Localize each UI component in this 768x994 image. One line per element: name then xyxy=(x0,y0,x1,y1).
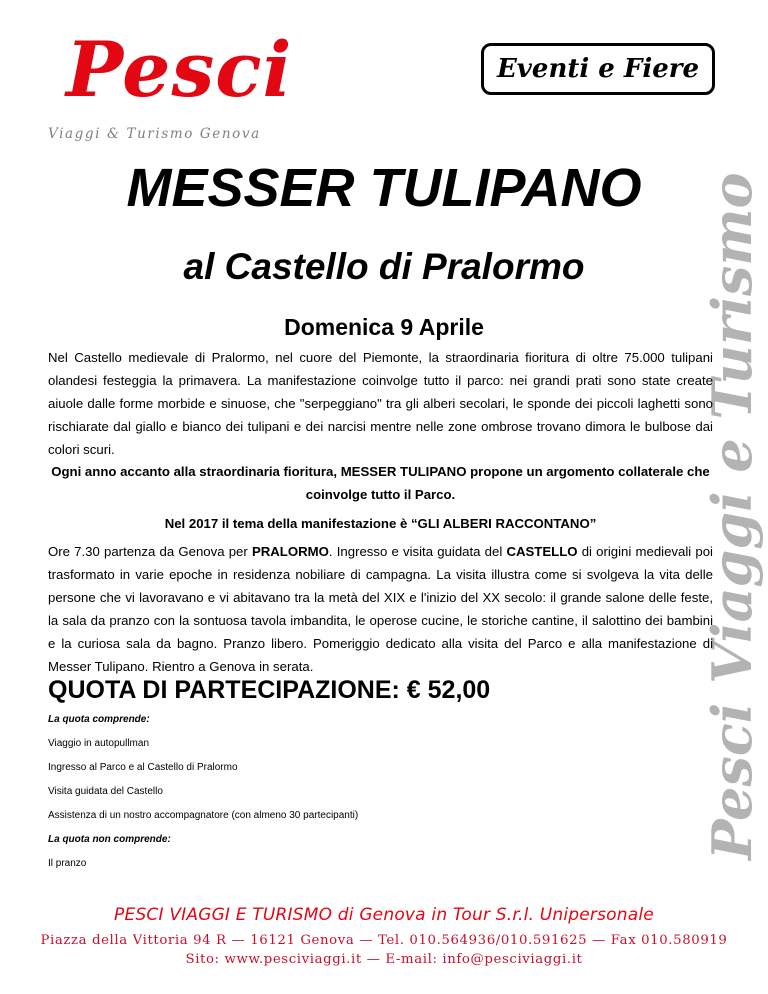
excludes-label: La quota non comprende: xyxy=(48,834,171,845)
theme-line: Nel 2017 il tema della manifestazione è “GLI ALBERI RACCONTANO” xyxy=(164,516,597,531)
event-title: MESSER TULIPANO xyxy=(126,158,642,218)
list-item: Assistenza di un nostro accompagnatore (con almeno 30 partecipanti) xyxy=(48,810,359,821)
footer-company-name: PESCI VIAGGI E TURISMO di Genova in Tour S.r.l. Unipersonale xyxy=(114,905,654,925)
category-badge: Eventi e Fiere xyxy=(481,43,715,95)
company-logo xyxy=(48,25,293,158)
intro-paragraph: Nel Castello medievale di Pralormo, nel cuore del Piemonte, la straordinaria fioritura di oltre 75.000 tulipani olandesi festeggia la primavera. La manifestazione coinvolge tutto il parco: nei grandi prati sono state create aiuole dalle forme morbide e sinuose, che "serpeggiano" tra gli alberi secolari, le sponde dei piccoli laghetti sono rischiarate dal giallo e bianco dei tulipani e dei narcisi mentre nelle zone ombrose trovano dimora le bulbose dai colori scuri. xyxy=(48,350,713,457)
logo-wordmark: Pesci xyxy=(66,25,293,114)
list-item: Visita guidata del Castello xyxy=(48,786,163,797)
logo-subtitle: Viaggi & Turismo Genova xyxy=(48,126,261,142)
list-item: Il pranzo xyxy=(48,858,87,869)
price-heading: QUOTA DI PARTECIPAZIONE: € 52,00 xyxy=(48,676,491,704)
vertical-watermark-text: Pesci Viaggi e Turismo xyxy=(700,172,764,860)
highlight-paragraph: Ogni anno accanto alla straordinaria fioritura, MESSER TULIPANO propone un argomento collaterale che coinvolge tutto il Parco. xyxy=(51,464,710,502)
castle-name: CASTELLO xyxy=(506,544,578,559)
footer-address: Piazza della Vittoria 94 R — 16121 Genova — Tel. 010.564936/010.591625 — Fax 010.580919 xyxy=(40,933,728,948)
inclusions-list xyxy=(48,708,648,876)
list-item: Viaggio in autopullman xyxy=(48,738,150,749)
event-date: Domenica 9 Aprile xyxy=(284,314,484,340)
includes-label: La quota comprende: xyxy=(48,714,150,725)
program-paragraph: Ore 7.30 partenza da Genova per PRALORMO. Ingresso e visita guidata del CASTELLO di origini medievali poi trasformato in varie epoche in residenza nobiliare di campagna. La visita illustra come si svolgeva la vita delle persone che vi lavoravano e vi abitavano tra la metà del XIX e l'inizio del XX secolo: il grande salone delle feste, la sala da pranzo con la sontuosa tavola imbandita, le operose cucine, le storiche cantine, il salottino dei bambini e la curiosa sala da bagno. Pranzo libero. Pomeriggio dedicato alla visita del Parco e alla manifestazione di Messer Tulipano. Rientro a Genova in serata. xyxy=(48,544,713,674)
event-subtitle: al Castello di Pralormo xyxy=(183,246,585,287)
list-item: Ingresso al Parco e al Castello di Pralormo xyxy=(48,762,238,773)
footer-contacts: Sito: www.pesciviaggi.it — E-mail: info@pesciviaggi.it xyxy=(185,952,583,967)
destination-name: PRALORMO xyxy=(251,544,329,559)
